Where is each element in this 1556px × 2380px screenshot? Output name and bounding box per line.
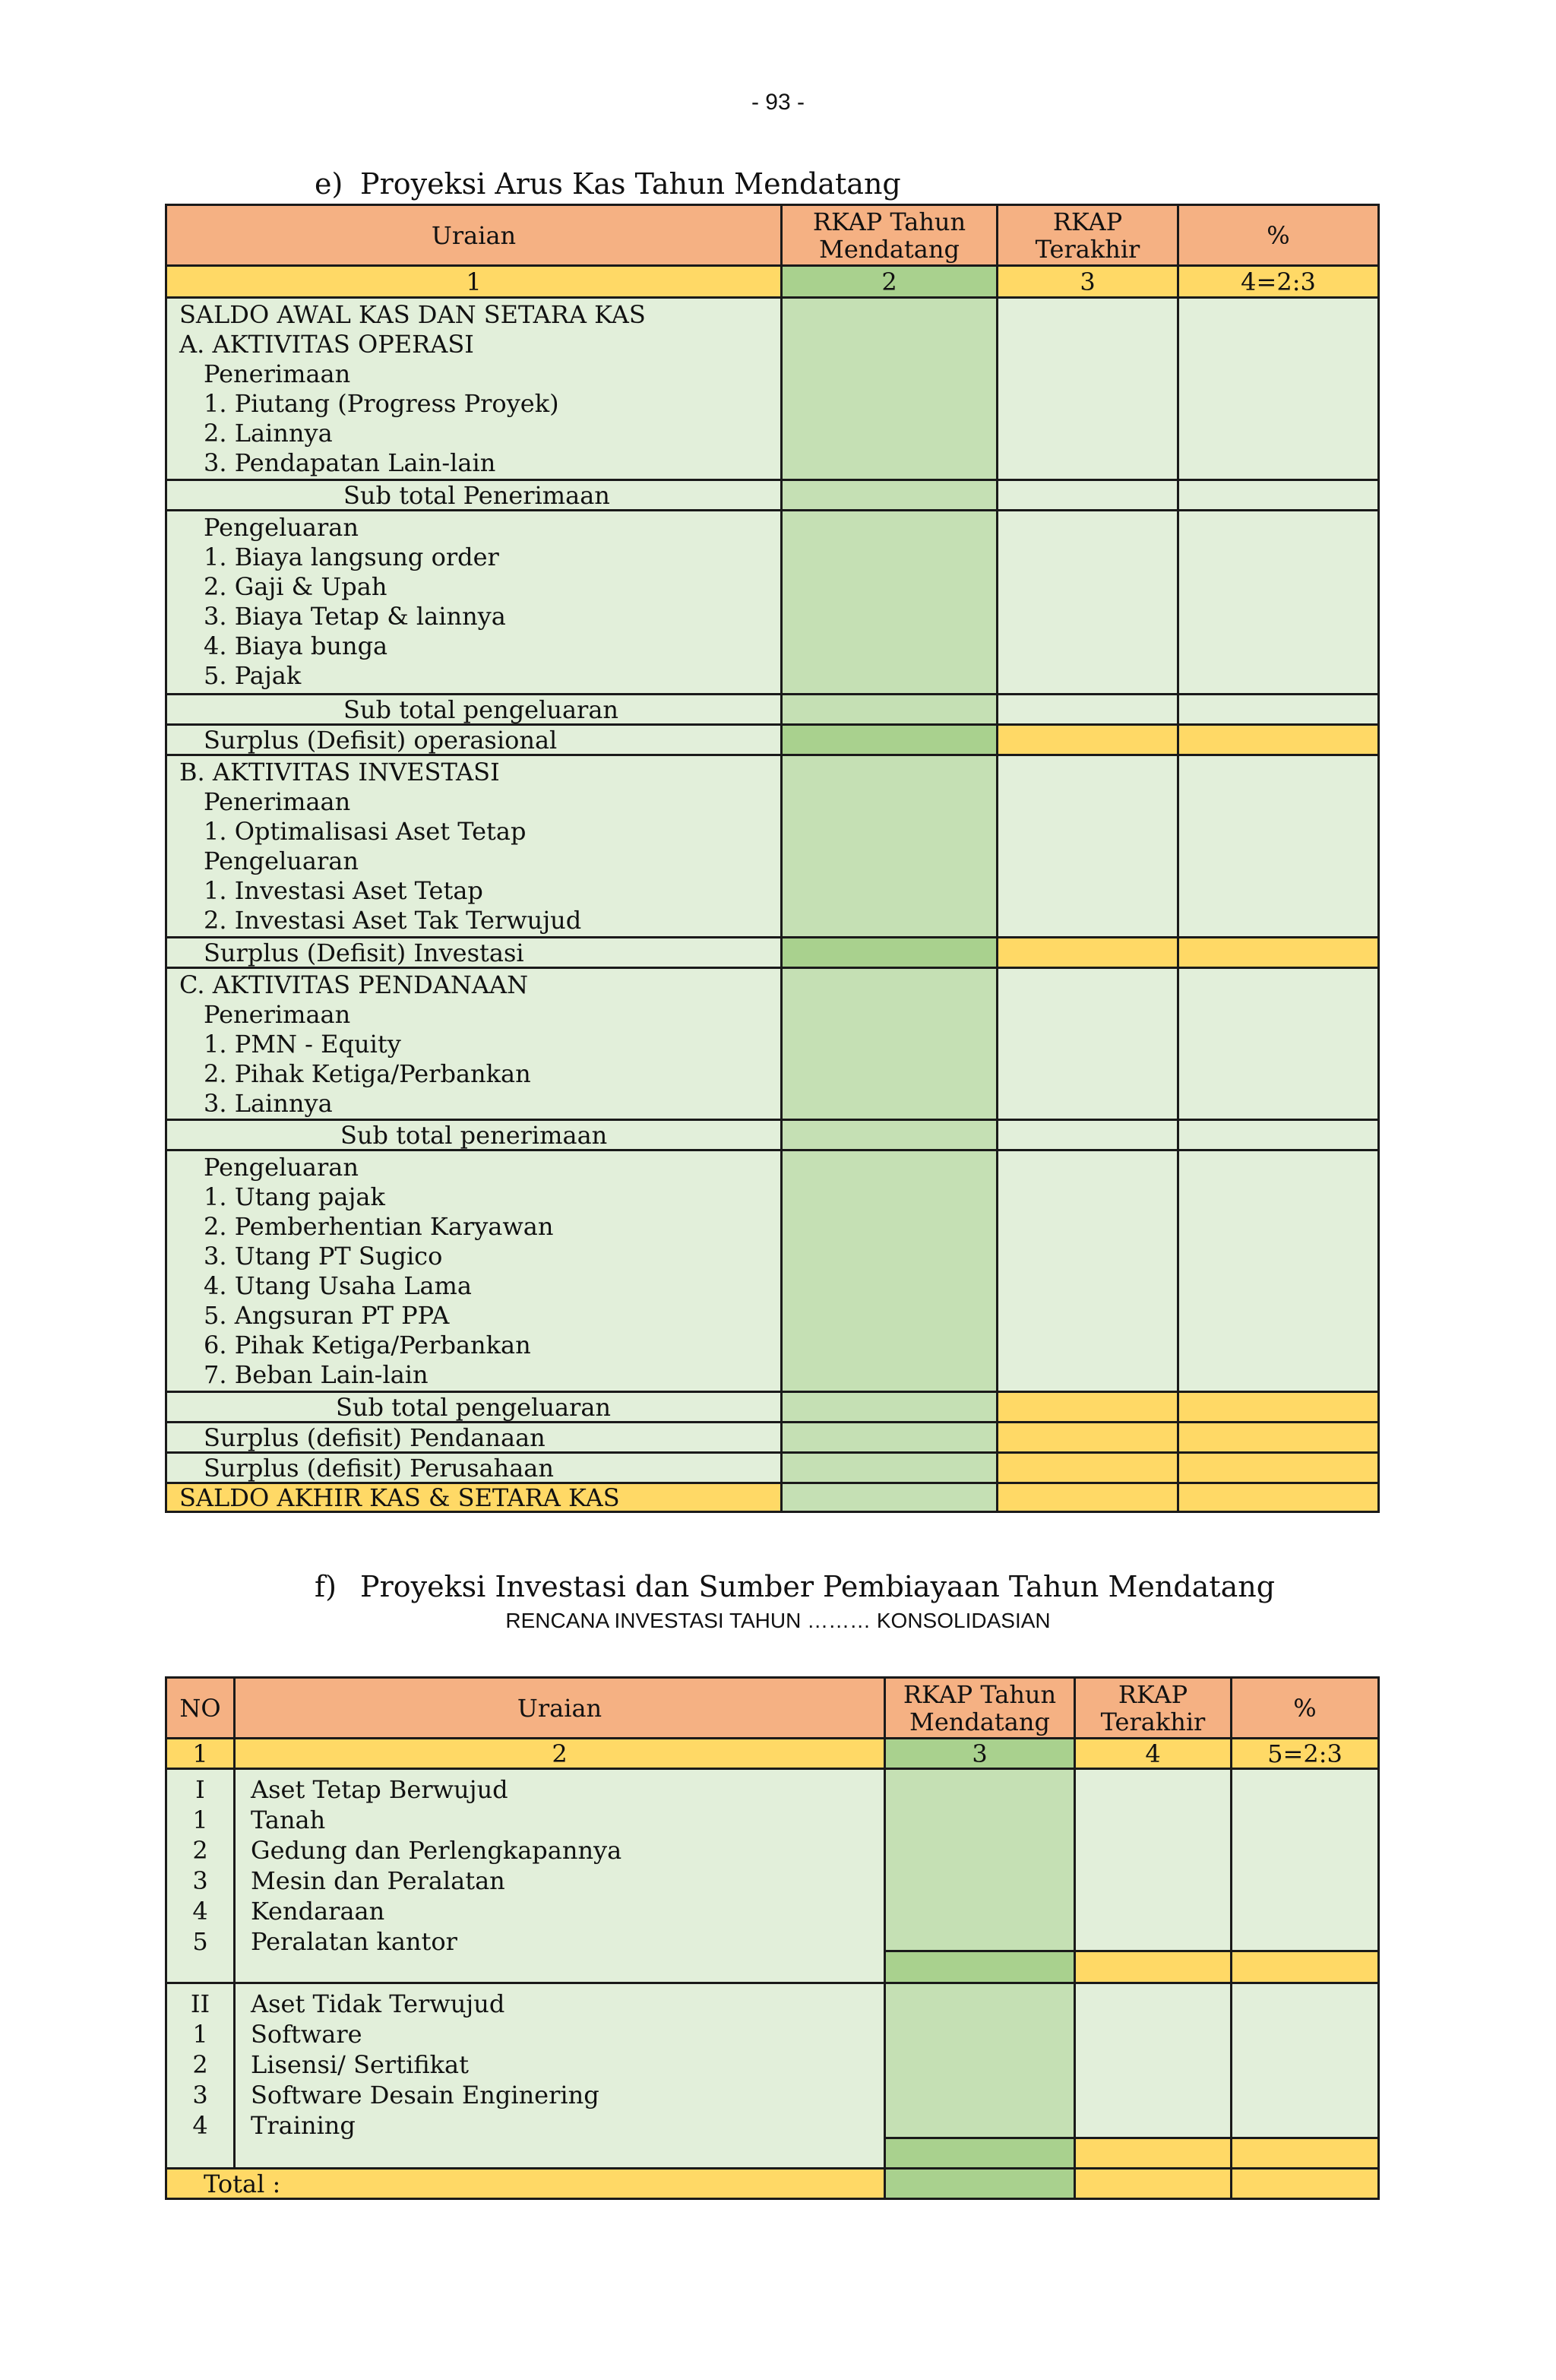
label-cell	[166, 298, 782, 480]
investment-section-label: f)	[315, 1570, 337, 1603]
value-cell	[782, 1483, 998, 1512]
row-label: 1. Investasi Aset Tetap	[204, 876, 483, 905]
item-label: Software Desain Enginering	[251, 2081, 599, 2109]
row-label: 4. Utang Usaha Lama	[204, 1271, 472, 1300]
row-label: Pengeluaran	[204, 1153, 359, 1182]
value-cell	[782, 298, 998, 480]
value-cell	[1178, 938, 1379, 968]
value-cell	[782, 725, 998, 755]
investment-section-title	[315, 1570, 1275, 1603]
item-number: 2	[192, 1836, 208, 1865]
row-label: A. AKTIVITAS OPERASI	[179, 330, 474, 359]
value-cell	[1075, 1983, 1232, 2138]
surplus-pendanaan-row	[166, 1423, 1379, 1453]
total-row	[166, 2169, 1379, 2199]
row-label: SALDO AWAL KAS DAN SETARA KAS	[179, 300, 646, 329]
value-cell	[998, 1453, 1178, 1483]
row-label: Surplus (defisit) Pendanaan	[166, 1423, 782, 1453]
row-label: Penerimaan	[204, 787, 351, 816]
item-label: Kendaraan	[251, 1897, 385, 1926]
header-uraian: Uraian	[235, 1678, 885, 1739]
item-label: Mesin dan Peralatan	[251, 1866, 505, 1895]
row-label: Surplus (Defisit) operasional	[166, 725, 782, 755]
row-label: Sub total pengeluaran	[166, 695, 782, 725]
investment-title-text: Proyeksi Investasi dan Sumber Pembiayaan Tahun Mendatang	[360, 1570, 1276, 1603]
header-line: RKAP	[1052, 207, 1123, 236]
item-label: Peralatan kantor	[251, 1927, 457, 1956]
pendanaan-penerimaan-group	[166, 968, 1379, 1120]
subtotal-penerimaan-row	[166, 480, 1379, 511]
row-label: Sub total pengeluaran	[166, 1392, 782, 1423]
item-cell	[235, 1769, 885, 1983]
value-cell	[885, 2169, 1075, 2199]
value-cell	[1178, 755, 1379, 938]
number-cell	[166, 1769, 235, 1983]
row-label: C. AKTIVITAS PENDANAAN	[179, 970, 529, 999]
value-cell	[885, 1983, 1075, 2138]
subtotal-penerimaan-2-row	[166, 1120, 1379, 1150]
value-cell	[885, 1951, 1075, 1983]
value-cell	[782, 968, 998, 1120]
header-rkap-terakhir	[1075, 1678, 1232, 1739]
value-cell	[885, 2138, 1075, 2169]
col-number: 4	[1075, 1739, 1232, 1769]
row-label: SALDO AKHIR KAS & SETARA KAS	[166, 1483, 782, 1512]
row-label: 1. Utang pajak	[204, 1182, 385, 1211]
item-number: 4	[192, 2111, 208, 2140]
header-line: RKAP Tahun	[812, 207, 966, 236]
item-label: Aset Tidak Terwujud	[251, 1989, 505, 2018]
value-cell	[998, 725, 1178, 755]
item-number: 1	[192, 2020, 208, 2049]
value-cell	[998, 1423, 1178, 1453]
header-line: Mendatang	[819, 234, 960, 264]
col-number: 1	[166, 1739, 235, 1769]
item-label: Tanah	[251, 1806, 326, 1834]
page-number: - 93 -	[751, 90, 805, 115]
header-uraian: Uraian	[166, 205, 782, 266]
row-label: Surplus (defisit) Perusahaan	[166, 1453, 782, 1483]
value-cell	[1075, 2138, 1232, 2169]
header-rkap-tahun-mendatang	[782, 205, 998, 266]
row-label: 2. Lainnya	[204, 419, 333, 448]
header-line: RKAP Tahun	[903, 1679, 1057, 1709]
cashflow-section-label: e)	[315, 167, 343, 201]
row-label: Pengeluaran	[204, 513, 359, 542]
total-label: Total :	[166, 2169, 885, 2199]
row-label: 2. Investasi Aset Tak Terwujud	[204, 906, 582, 935]
value-cell	[1178, 1150, 1379, 1392]
value-cell	[998, 938, 1178, 968]
header-no: NO	[166, 1678, 235, 1739]
row-label: 1. PMN - Equity	[204, 1030, 401, 1059]
surplus-investasi-row	[166, 938, 1379, 968]
row-label: Pengeluaran	[204, 847, 359, 875]
value-cell	[1178, 968, 1379, 1120]
investasi-group	[166, 755, 1379, 938]
col-number: 4=2:3	[1178, 266, 1379, 298]
row-label: 3. Utang PT Sugico	[204, 1242, 443, 1271]
value-cell	[1232, 2138, 1379, 2169]
row-label: Penerimaan	[204, 1000, 351, 1029]
section-ii-rows	[166, 1983, 1379, 2138]
header-percent: %	[1232, 1678, 1379, 1739]
col-number: 1	[166, 266, 782, 298]
column-number-row	[166, 1739, 1379, 1769]
value-cell	[998, 695, 1178, 725]
cashflow-title-text: Proyeksi Arus Kas Tahun Mendatang	[360, 167, 901, 201]
section-i-rows	[166, 1769, 1379, 1951]
value-cell	[782, 695, 998, 725]
col-number: 2	[235, 1739, 885, 1769]
value-cell	[1075, 1951, 1232, 1983]
header-percent: %	[1178, 205, 1379, 266]
row-label: 5. Pajak	[204, 661, 302, 690]
item-label: Aset Tetap Berwujud	[251, 1775, 508, 1804]
operasi-penerimaan-group	[166, 298, 1379, 480]
value-cell	[1178, 1483, 1379, 1512]
row-label: 6. Pihak Ketiga/Perbankan	[204, 1331, 531, 1359]
value-cell	[1075, 1769, 1232, 1951]
value-cell	[885, 1769, 1075, 1951]
value-cell	[998, 1120, 1178, 1150]
item-cell	[235, 1983, 885, 2169]
row-label: 3. Pendapatan Lain-lain	[204, 448, 496, 477]
subtotal-pengeluaran-2-row	[166, 1392, 1379, 1423]
operasi-pengeluaran-group	[166, 511, 1379, 695]
value-cell	[782, 755, 998, 938]
row-label: B. AKTIVITAS INVESTASI	[179, 758, 500, 786]
item-number: 5	[192, 1927, 208, 1956]
value-cell	[1075, 2169, 1232, 2199]
cashflow-header-row	[166, 205, 1379, 266]
value-cell	[782, 938, 998, 968]
row-label: 7. Beban Lain-lain	[204, 1360, 429, 1389]
row-label: Sub total Penerimaan	[166, 480, 782, 511]
value-cell	[782, 1423, 998, 1453]
value-cell	[998, 755, 1178, 938]
value-cell	[998, 511, 1178, 695]
row-label: 3. Biaya Tetap & lainnya	[204, 602, 506, 631]
number-cell	[166, 1983, 235, 2169]
value-cell	[1178, 1392, 1379, 1423]
row-label: Sub total penerimaan	[166, 1120, 782, 1150]
item-label: Software	[251, 2020, 362, 2049]
value-cell	[782, 1453, 998, 1483]
value-cell	[1232, 1951, 1379, 1983]
header-line: RKAP	[1118, 1679, 1188, 1709]
investment-header-row	[166, 1678, 1379, 1739]
value-cell	[1178, 298, 1379, 480]
header-line: Mendatang	[909, 1707, 1050, 1736]
item-number: II	[190, 1989, 210, 2018]
row-label: Surplus (Defisit) Investasi	[166, 938, 782, 968]
col-number: 2	[782, 266, 998, 298]
item-number: 3	[192, 2081, 208, 2109]
subtotal-pengeluaran-row	[166, 695, 1379, 725]
value-cell	[782, 480, 998, 511]
item-label: Training	[251, 2111, 356, 2140]
value-cell	[1178, 480, 1379, 511]
value-cell	[782, 1120, 998, 1150]
label-cell	[166, 755, 782, 938]
row-label: 1. Optimalisasi Aset Tetap	[204, 817, 527, 846]
header-line: Terakhir	[1100, 1707, 1206, 1736]
row-label: 2. Pemberhentian Karyawan	[204, 1212, 554, 1241]
row-label: 2. Gaji & Upah	[204, 572, 387, 601]
value-cell	[998, 1483, 1178, 1512]
cashflow-table	[165, 204, 1380, 1513]
cashflow-section-title	[315, 167, 901, 201]
row-label: 3. Lainnya	[204, 1089, 333, 1118]
value-cell	[998, 1150, 1178, 1392]
row-label: 1. Biaya langsung order	[204, 543, 499, 571]
item-number: 1	[192, 1806, 208, 1834]
item-label: Gedung dan Perlengkapannya	[251, 1836, 622, 1865]
row-label: Penerimaan	[204, 359, 351, 388]
col-number: 5=2:3	[1232, 1739, 1379, 1769]
header-line: Terakhir	[1035, 234, 1140, 264]
row-label: 2. Pihak Ketiga/Perbankan	[204, 1059, 531, 1088]
col-number: 3	[885, 1739, 1075, 1769]
item-number: 2	[192, 2050, 208, 2079]
value-cell	[998, 968, 1178, 1120]
value-cell	[1232, 1983, 1379, 2138]
value-cell	[1178, 725, 1379, 755]
saldo-akhir-row	[166, 1483, 1379, 1512]
value-cell	[782, 511, 998, 695]
label-cell	[166, 1150, 782, 1392]
item-label: Lisensi/ Sertifikat	[251, 2050, 469, 2079]
row-label: 1. Piutang (Progress Proyek)	[204, 389, 559, 418]
value-cell	[1232, 1769, 1379, 1951]
value-cell	[1232, 2169, 1379, 2199]
value-cell	[782, 1150, 998, 1392]
item-number: I	[195, 1775, 205, 1804]
label-cell	[166, 511, 782, 695]
label-cell	[166, 968, 782, 1120]
item-number: 3	[192, 1866, 208, 1895]
row-label: 5. Angsuran PT PPA	[204, 1301, 450, 1330]
value-cell	[1178, 1423, 1379, 1453]
pendanaan-pengeluaran-group	[166, 1150, 1379, 1392]
header-rkap-terakhir	[998, 205, 1178, 266]
column-number-row	[166, 266, 1379, 298]
investment-table	[165, 1676, 1380, 2200]
value-cell	[1178, 511, 1379, 695]
surplus-perusahaan-row	[166, 1453, 1379, 1483]
value-cell	[998, 480, 1178, 511]
header-rkap-tahun-mendatang	[885, 1678, 1075, 1739]
value-cell	[998, 1392, 1178, 1423]
value-cell	[1178, 1453, 1379, 1483]
row-label: 4. Biaya bunga	[204, 631, 388, 660]
value-cell	[998, 298, 1178, 480]
surplus-operasional-row	[166, 725, 1379, 755]
value-cell	[1178, 695, 1379, 725]
investment-subtitle: RENCANA INVESTASI TAHUN ……… KONSOLIDASIAN	[505, 1609, 1051, 1632]
value-cell	[1178, 1120, 1379, 1150]
value-cell	[782, 1392, 998, 1423]
item-number: 4	[192, 1897, 208, 1926]
col-number: 3	[998, 266, 1178, 298]
